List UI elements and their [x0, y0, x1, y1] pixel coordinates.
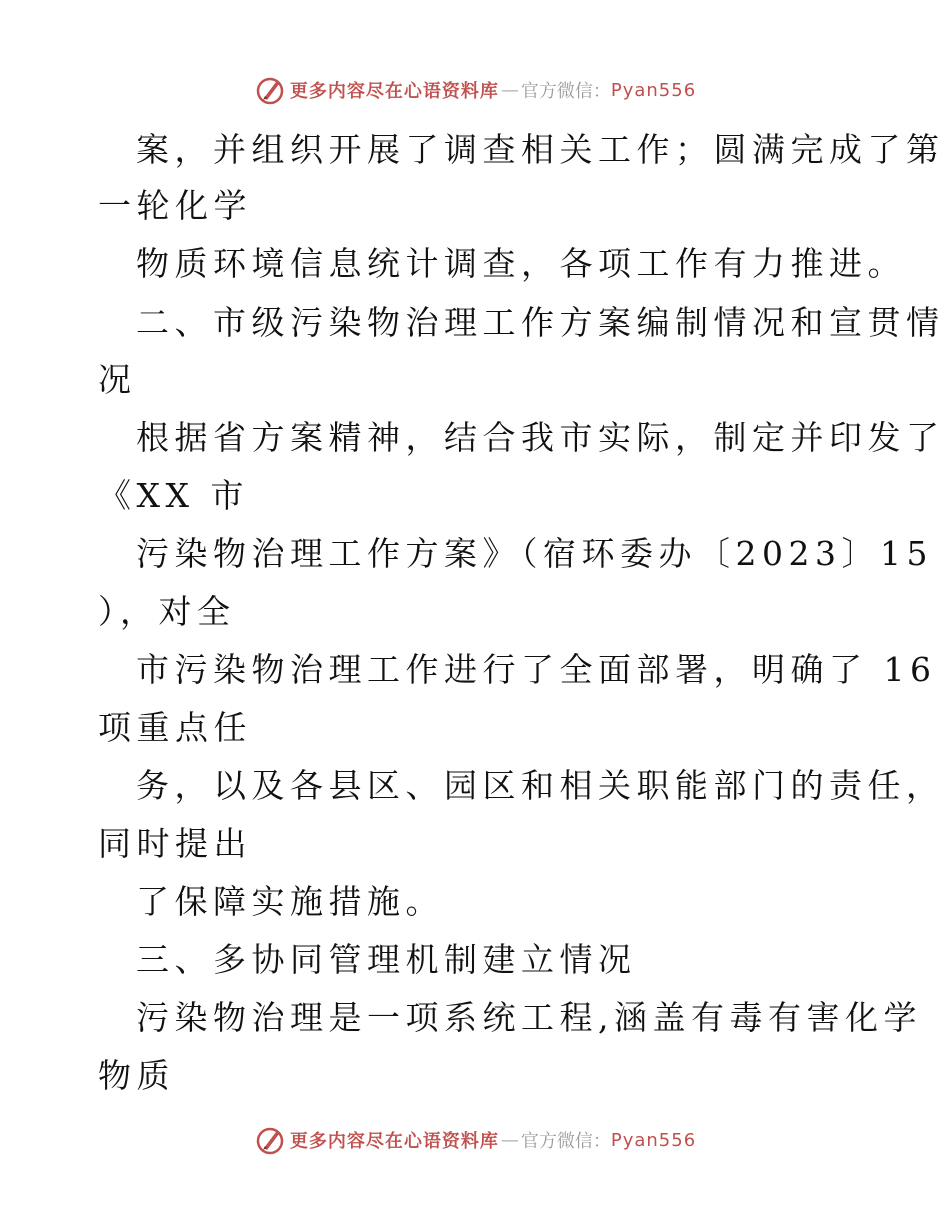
quill-pen-logo-icon [254, 74, 286, 106]
text-line: 物质环境信息统计调查，各项工作有力推进。 [136, 244, 906, 283]
text-line: 物质 [98, 1056, 175, 1095]
footer-banner [0, 1120, 950, 1160]
text-line: 根据省方案精神，结合我市实际，制定并印发了 [136, 418, 945, 457]
section-heading: 况 [98, 360, 137, 399]
text-line: 污染物治理工作方案》（宿环委办〔2023〕15 [136, 534, 933, 573]
quill-pen-logo-icon [254, 1124, 286, 1156]
wechat-label: 官方微信： [520, 81, 611, 102]
wechat-label: 官方微信： [520, 1131, 611, 1152]
text-line: 市污染物治理工作进行了全面部署，明确了 16 [136, 650, 937, 689]
separator-dash: — [500, 79, 519, 101]
header-banner [0, 70, 950, 110]
wechat-id: Pyan556 [610, 1129, 697, 1151]
text-line: 项重点任 [98, 708, 252, 747]
text-line: ），对全 [98, 592, 236, 631]
text-line: 了保障实施措施。 [136, 882, 444, 921]
section-heading: 三、多协同管理机制建立情况 [136, 940, 637, 979]
text-line: 《XX 市 [98, 476, 249, 515]
section-heading: 二、市级污染物治理工作方案编制情况和宣贯情 [136, 303, 945, 342]
text-line: 务，以及各县区、园区和相关职能部门的责任， [136, 766, 945, 805]
separator-dash: — [500, 1129, 519, 1151]
site-name-text: 更多内容尽在心语资料库 [289, 1131, 499, 1152]
text-line: 一轮化学 [98, 186, 252, 225]
site-name-text: 更多内容尽在心语资料库 [289, 81, 499, 102]
text-line: 污染物治理是一项系统工程,涵盖有毒有害化学 [136, 998, 922, 1037]
wechat-id: Pyan556 [610, 79, 697, 101]
text-line: 同时提出 [98, 824, 252, 863]
text-line: 案，并组织开展了调查相关工作；圆满完成了第 [136, 130, 945, 169]
